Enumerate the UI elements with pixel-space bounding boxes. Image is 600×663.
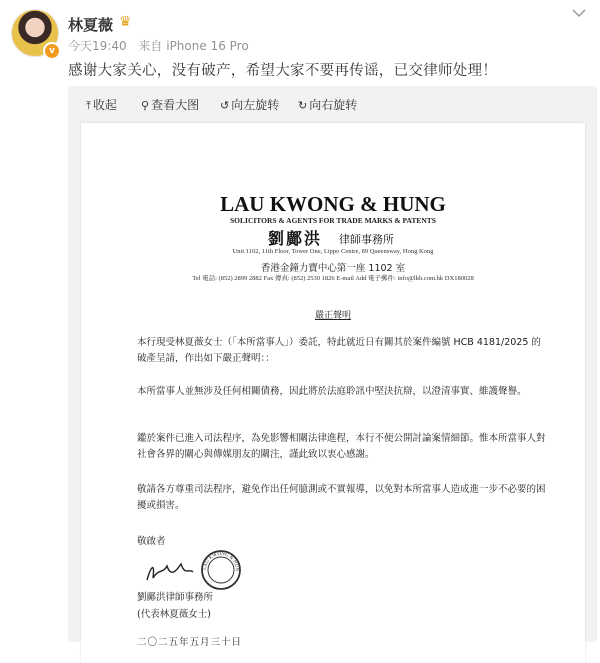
collapse-label: 收起 (92, 98, 117, 112)
verified-badge-icon: v (43, 42, 61, 60)
search-icon: ⚲ (141, 99, 150, 112)
statement-paragraph-3: 鑑於案件已進入司法程序，為免影響相關法律進程，本行不便公開討論案情細節。惟本所當事人對社會各界的關心與傳媒朋友的關注，謹此致以衷心感謝。 (137, 433, 546, 460)
closing: 敬啟者 (137, 536, 166, 547)
firm-name-en: LAU KWONG & HUNG (220, 192, 446, 216)
rotate-right-icon: ↻ (298, 99, 308, 112)
collapse-icon: ⤒ (86, 99, 91, 112)
legal-document-image[interactable] (81, 123, 585, 663)
rotate-left-icon: ↺ (220, 99, 230, 112)
rotate-left-button[interactable] (220, 96, 279, 113)
signatory: 劉鄺洪律師事務所 (137, 592, 214, 603)
view-large-button[interactable] (141, 96, 199, 113)
post-meta (68, 37, 257, 54)
username[interactable]: 林夏薇 (68, 16, 114, 34)
collapse-button[interactable] (86, 96, 117, 113)
address-en: Unit 1102, 11th Floor, Tower One, Lippo Centre, 89 Queensway, Hong Kong (232, 248, 434, 255)
crown-icon: ♛ (119, 14, 132, 30)
firm-name-zh-sub: 律師事務所 (339, 233, 394, 246)
view-large-label: 查看大图 (151, 98, 200, 112)
statement-paragraph-2: 本所當事人並無涉及任何相關債務，因此將於法庭聆訊中堅決抗辯，以澄清事實、維護聲譽。 (137, 386, 527, 397)
chevron-down-icon[interactable] (572, 6, 586, 22)
on-behalf-of: (代表林夏薇女士) (137, 609, 211, 620)
rotate-left-label: 向左旋转 (231, 98, 280, 112)
statement-paragraph-1: 本行現受林夏薇女士（「本所當事人」）委託，特此就近日有關其於案件編號 HCB 4181/2025 的破產呈請，作出如下嚴正聲明：： (137, 337, 541, 364)
post-source: 来自 iPhone 16 Pro (138, 39, 249, 53)
statement-paragraph-4: 敬請各方尊重司法程序，避免作出任何臆測或不實報導，以免對本所當事人造成進一步不必要的困擾或損害。 (137, 484, 546, 511)
document-date: 二〇二五年五月三十日 (137, 637, 243, 648)
post-header (0, 0, 600, 90)
rotate-right-label: 向右旋转 (309, 98, 358, 112)
firm-name-zh: 劉鄺洪 (268, 229, 323, 248)
address-zh: 香港金鐘力寶中心第一座 1102 室 (260, 263, 406, 274)
rotate-right-button[interactable] (298, 96, 357, 113)
contact-line: Tel 電話: (852) 2899 2882 Fax 傳真: (852) 2530 1826 E-mail Add 電子郵件: info@lkh.com.hk DX180028 (192, 275, 474, 282)
image-viewer (68, 86, 597, 648)
firm-subtitle: SOLICITORS & AGENTS FOR TRADE MARKS & PATENTS (230, 216, 436, 225)
post-text: 感谢大家关心，没有破产，希望大家不要再传谣，已交律师处理！ (68, 63, 498, 79)
post-time: 今天19:40 (68, 39, 127, 53)
document-title: 嚴正聲明 (314, 311, 351, 321)
stamp-text: LAU KWONG & HUN (202, 551, 240, 572)
